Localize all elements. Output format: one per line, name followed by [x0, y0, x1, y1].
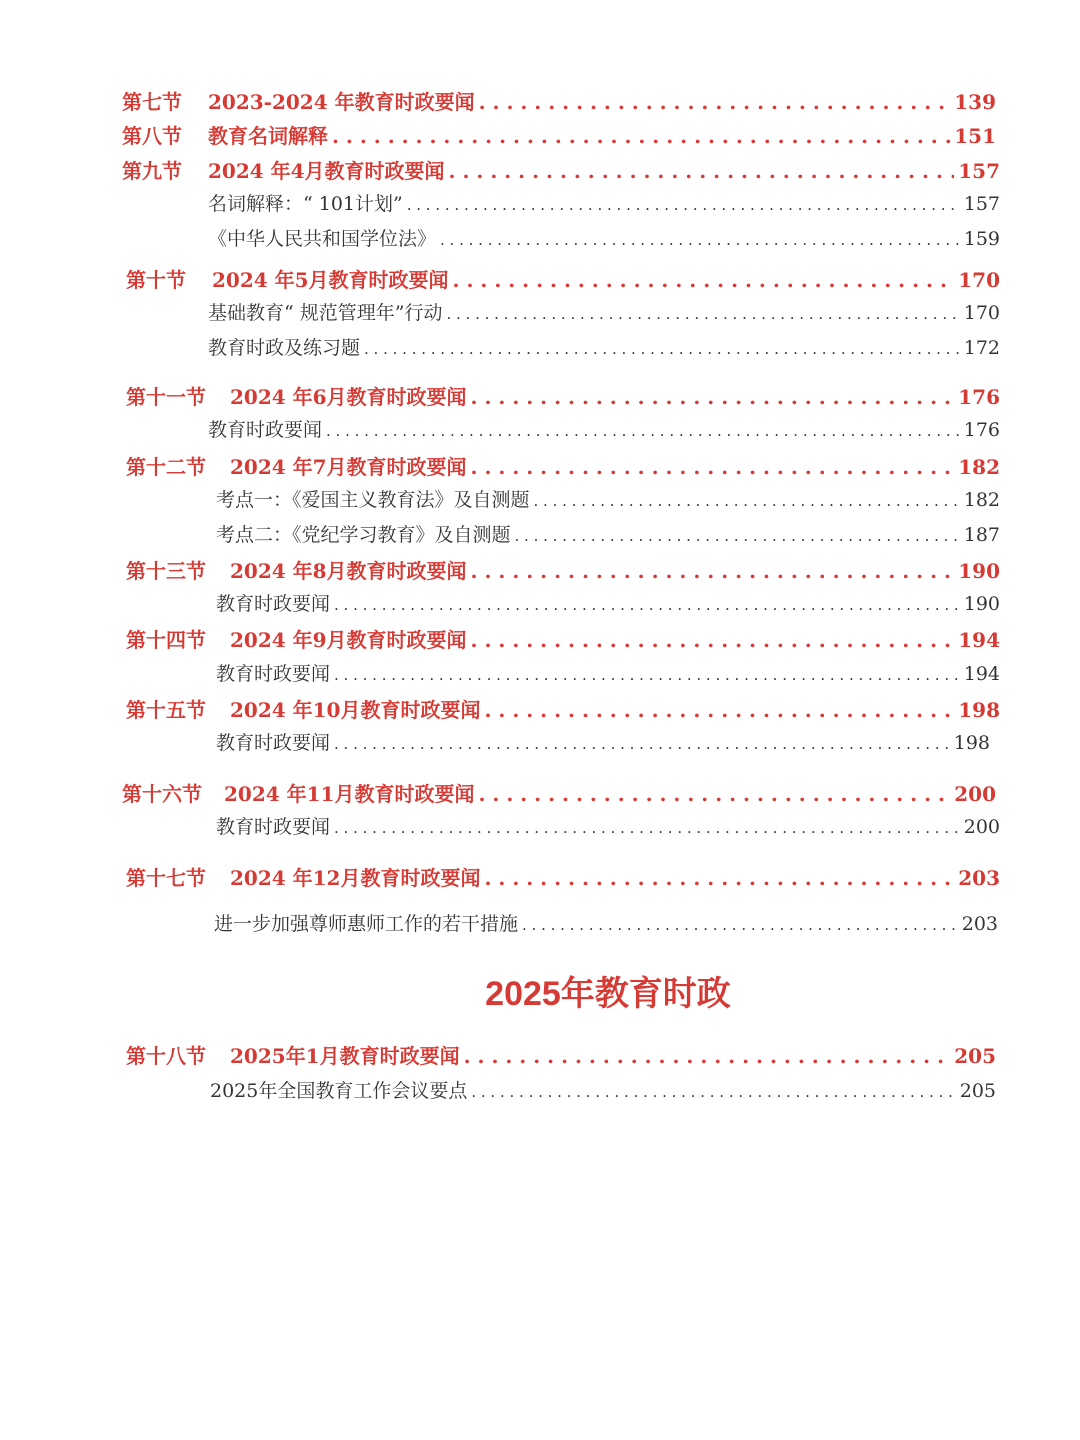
- toc-sub-entry[interactable]: [216, 520, 1000, 547]
- section-number: 第十节: [126, 268, 186, 292]
- page-number: 200: [963, 816, 1000, 838]
- leader-dots: [471, 455, 955, 479]
- leader-dots: [449, 159, 955, 183]
- leader-dots: [484, 866, 954, 890]
- toc-section-entry[interactable]: [122, 155, 1000, 184]
- page-number: 190: [963, 593, 1000, 615]
- toc-section-entry[interactable]: [126, 381, 1000, 410]
- leader-dots: [471, 559, 955, 583]
- toc-section-entry[interactable]: [122, 778, 996, 807]
- section-title: 2024 年12月教育时政要闻: [230, 866, 481, 890]
- toc-sub-entry[interactable]: [216, 728, 990, 755]
- leader-dots: [522, 913, 958, 935]
- leader-dots: [471, 1080, 955, 1102]
- leader-dots: [464, 1044, 951, 1068]
- sub-title: 《中华人民共和国学位法》: [208, 228, 437, 250]
- leader-dots: [471, 628, 955, 652]
- section-title: 教育名词解释: [208, 124, 328, 148]
- section-title: 2024 年5月教育时政要闻: [212, 268, 449, 292]
- sub-title: 考点二：《党纪学习教育》及自测题: [216, 524, 511, 546]
- toc-sub-entry[interactable]: [208, 224, 1000, 251]
- leader-dots: [334, 663, 960, 685]
- section-number: 第十二节: [126, 455, 206, 479]
- page-number: 139: [954, 90, 996, 114]
- toc-section-entry[interactable]: [126, 694, 1000, 723]
- toc-sub-entry[interactable]: [208, 333, 1000, 360]
- toc-section-entry[interactable]: [126, 1040, 996, 1069]
- leader-dots: [446, 302, 959, 324]
- leader-dots: [479, 90, 951, 114]
- section-number: 第七节: [122, 90, 182, 114]
- toc-sub-entry[interactable]: [216, 659, 1000, 686]
- page-number: 205: [954, 1044, 996, 1068]
- leader-dots: [534, 489, 960, 511]
- sub-title: 教育时政要闻: [216, 816, 331, 838]
- page-number: 194: [963, 663, 1000, 685]
- page-number: 198: [958, 698, 1000, 722]
- page-number: 205: [959, 1080, 996, 1102]
- sub-title: 教育时政要闻: [216, 732, 331, 754]
- page-number: 200: [954, 782, 996, 806]
- leader-dots: [334, 732, 950, 754]
- section-title: 2024 年9月教育时政要闻: [230, 628, 467, 652]
- toc-sub-entry[interactable]: [216, 589, 1000, 616]
- section-title: 2024 年10月教育时政要闻: [230, 698, 481, 722]
- toc-section-entry[interactable]: [126, 862, 1000, 891]
- toc-section-entry[interactable]: [122, 86, 996, 115]
- toc-section-entry[interactable]: [126, 451, 1000, 480]
- page-number: 157: [963, 193, 1000, 215]
- toc-sub-entry[interactable]: [208, 189, 1000, 216]
- section-number: 第十七节: [126, 866, 206, 890]
- leader-dots: [453, 268, 955, 292]
- section-title: 2024 年11月教育时政要闻: [224, 782, 475, 806]
- section-number: 第八节: [122, 124, 182, 148]
- leader-dots: [478, 782, 950, 806]
- sub-title: 基础教育“ 规范管理年”行动: [208, 302, 443, 324]
- section-title: 2024 年4月教育时政要闻: [208, 159, 445, 183]
- page-number: 187: [963, 524, 1000, 546]
- leader-dots: [440, 228, 960, 250]
- leader-dots: [515, 524, 960, 546]
- section-title: 2024 年6月教育时政要闻: [230, 385, 467, 409]
- toc-sub-entry[interactable]: [208, 415, 1000, 442]
- page-number: 157: [958, 159, 1000, 183]
- leader-dots: [332, 124, 950, 148]
- toc-sub-entry[interactable]: [210, 1076, 996, 1103]
- page-number: 203: [958, 866, 1000, 890]
- section-number: 第十六节: [122, 782, 202, 806]
- page-number: 172: [963, 337, 1000, 359]
- section-number: 第九节: [122, 159, 182, 183]
- page-number: 170: [963, 302, 1000, 324]
- leader-dots: [334, 816, 960, 838]
- section-number: 第十八节: [126, 1044, 206, 1068]
- section-title: 2025年1月教育时政要闻: [230, 1044, 460, 1068]
- sub-title: 考点一：《爱国主义教育法》及自测题: [216, 489, 530, 511]
- page-number: 182: [958, 455, 1000, 479]
- toc-sub-entry[interactable]: [214, 909, 998, 936]
- section-number: 第十四节: [126, 628, 206, 652]
- section-title: 2024 年7月教育时政要闻: [230, 455, 467, 479]
- leader-dots: [484, 698, 954, 722]
- leader-dots: [364, 337, 960, 359]
- page-number: 190: [958, 559, 1000, 583]
- page-number: 203: [961, 913, 998, 935]
- section-title: 2023-2024 年教育时政要闻: [208, 90, 475, 114]
- toc-sub-entry[interactable]: [216, 485, 1000, 512]
- sub-title: 2025年全国教育工作会议要点: [210, 1080, 468, 1102]
- leader-dots: [334, 593, 960, 615]
- toc-section-entry[interactable]: [126, 264, 1000, 293]
- year-heading: 2025年教育时政: [485, 975, 731, 1013]
- sub-title: 教育时政要闻: [216, 663, 331, 685]
- page-number: 176: [958, 385, 1000, 409]
- section-title: 2024 年8月教育时政要闻: [230, 559, 467, 583]
- leader-dots: [407, 193, 960, 215]
- page-number: 182: [963, 489, 1000, 511]
- sub-title: 教育时政要闻: [208, 419, 323, 441]
- section-number: 第十三节: [126, 559, 206, 583]
- section-number: 第十一节: [126, 385, 206, 409]
- page-number: 198: [953, 732, 990, 754]
- sub-title: 教育时政及练习题: [208, 337, 361, 359]
- toc-section-entry[interactable]: [126, 624, 1000, 653]
- sub-title: 名词解释：“ 101计划”: [208, 193, 403, 215]
- page-number: 176: [963, 419, 1000, 441]
- page-number: 159: [963, 228, 1000, 250]
- leader-dots: [326, 419, 960, 441]
- sub-title: 教育时政要闻: [216, 593, 331, 615]
- toc-section-entry[interactable]: [122, 120, 996, 149]
- page-number: 151: [954, 124, 996, 148]
- toc-section-entry[interactable]: [126, 555, 1000, 584]
- sub-title: 进一步加强尊师惠师工作的若干措施: [214, 913, 519, 935]
- section-number: 第十五节: [126, 698, 206, 722]
- toc-sub-entry[interactable]: [216, 812, 1000, 839]
- page-number: 170: [958, 268, 1000, 292]
- leader-dots: [471, 385, 955, 409]
- page-number: 194: [958, 628, 1000, 652]
- toc-sub-entry[interactable]: [208, 298, 1000, 325]
